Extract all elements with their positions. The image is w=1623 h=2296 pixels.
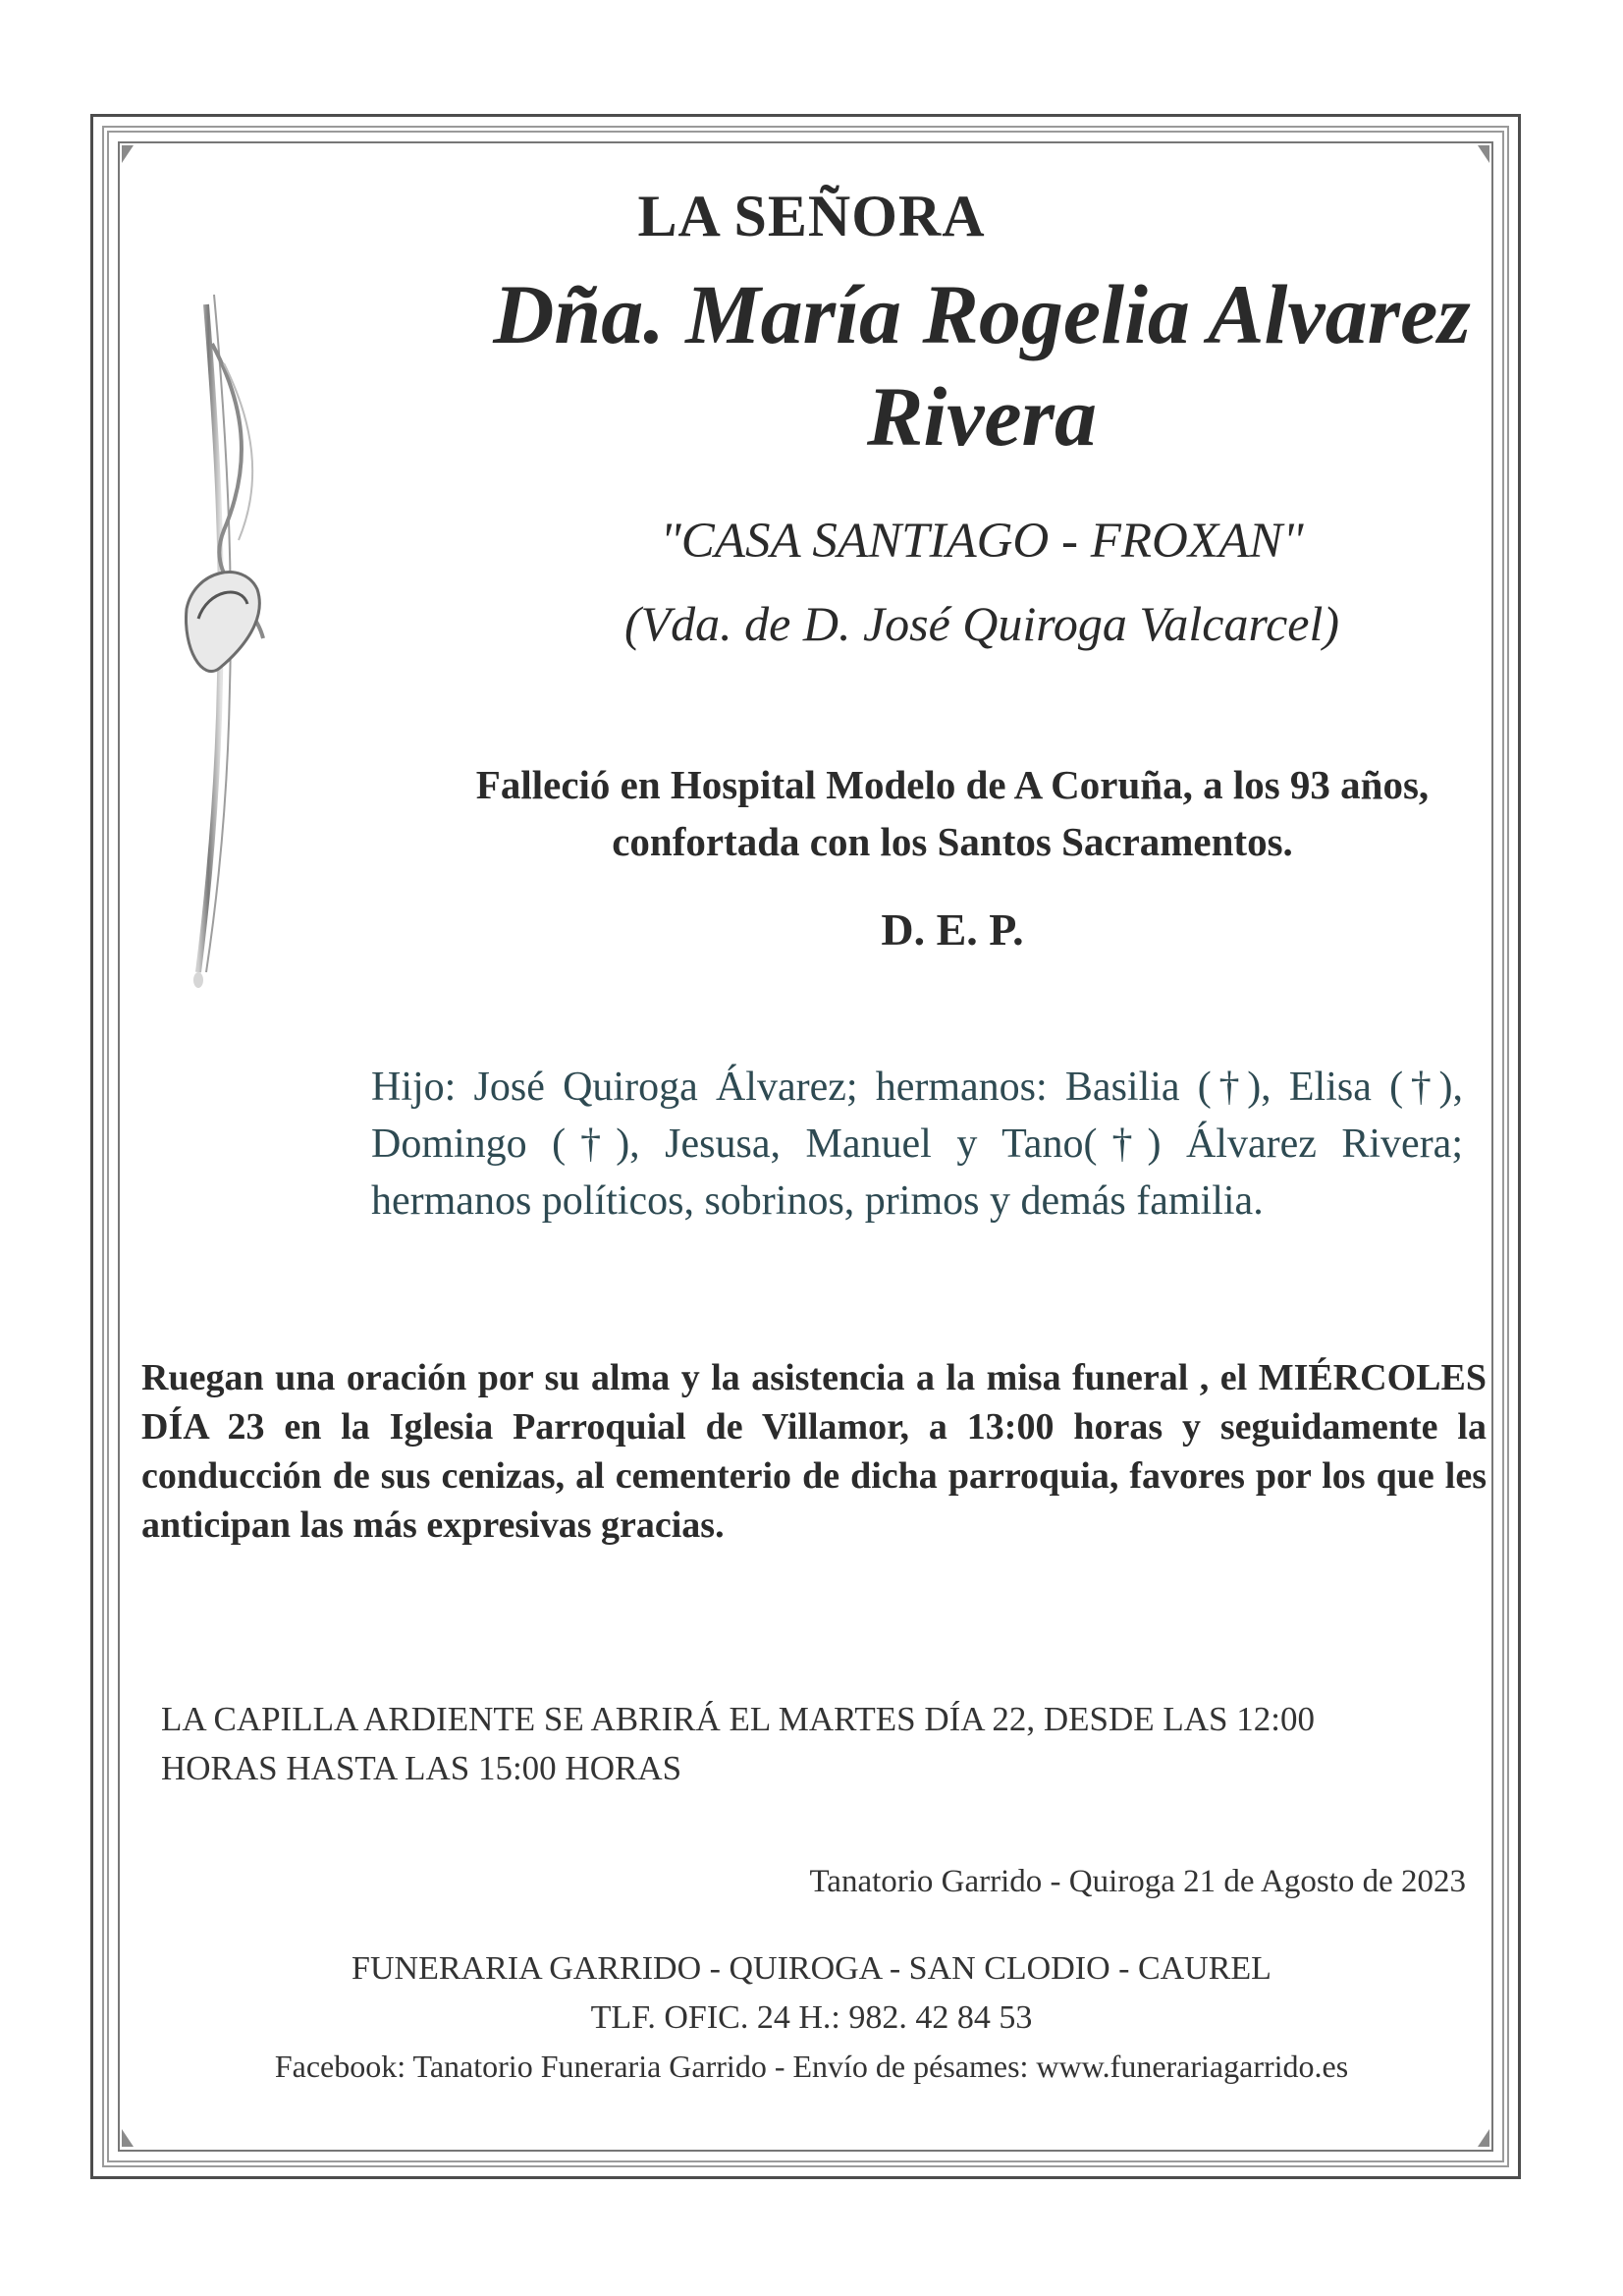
funeral-home-phone: TLF. OFIC. 24 H.: 982. 42 84 53 [590, 1999, 1033, 2036]
funeral-home-name: FUNERARIA GARRIDO - QUIROGA - SAN CLODIO - CAUREL [352, 1950, 1271, 1987]
chapel-notice: LA CAPILLA ARDIENTE SE ABRIRÁ EL MARTES DÍA 22, DESDE LAS 12:00 HORAS HASTA LAS 15:00 HORAS [161, 1700, 1315, 1787]
funeral-details: Ruegan una oración por su alma y la asistencia a la misa funeral , el MIÉRCOLES DÍA 23 en la Iglesia Parroquial de Villamor, a 13:00 horas y seguidamente la conducción de sus cenizas, al cementerio de dicha parroquia, favores por los que les anticipan las más expresivas gracias. [141, 1357, 1487, 1546]
death-line-2: confortada con los Santos Sacramentos. [612, 819, 1293, 864]
corner-ornament-top-right [1478, 145, 1489, 163]
rip-text: D. E. P. [881, 904, 1024, 955]
notice-title: LA SEÑORA [637, 184, 986, 248]
deceased-name-line1: Dña. María Rogelia Alvarez [493, 267, 1471, 361]
dateline: Tanatorio Garrido - Quiroga 21 de Agosto de 2023 [809, 1864, 1466, 1899]
cross-icon [185, 285, 312, 1011]
corner-ornament-bottom-left [122, 2129, 134, 2147]
family-list: Hijo: José Quiroga Álvarez; hermanos: Basilia (†), Elisa (†), Domingo (†), Jesusa, Manuel y Tano(†) Álvarez Rivera; hermanos políticos, sobrinos, primos y demás familia. [371, 1065, 1463, 1224]
death-line-1: Falleció en Hospital Modelo de A Coruña, a los 93 años, [475, 762, 1430, 807]
deceased-name-line2: Rivera [866, 369, 1098, 464]
corner-ornament-bottom-right [1478, 2129, 1489, 2147]
house-name: "CASA SANTIAGO - FROXAN" [660, 514, 1304, 569]
death-announcement [393, 756, 1512, 870]
corner-ornament-top-left [122, 145, 134, 163]
deceased-name [432, 263, 1532, 467]
widow-of: (Vda. de D. José Quiroga Valcarcel) [623, 596, 1340, 651]
funeral-home-web: Facebook: Tanatorio Funeraria Garrido - Envío de pésames: www.funerariagarrido.es [274, 2049, 1349, 2084]
